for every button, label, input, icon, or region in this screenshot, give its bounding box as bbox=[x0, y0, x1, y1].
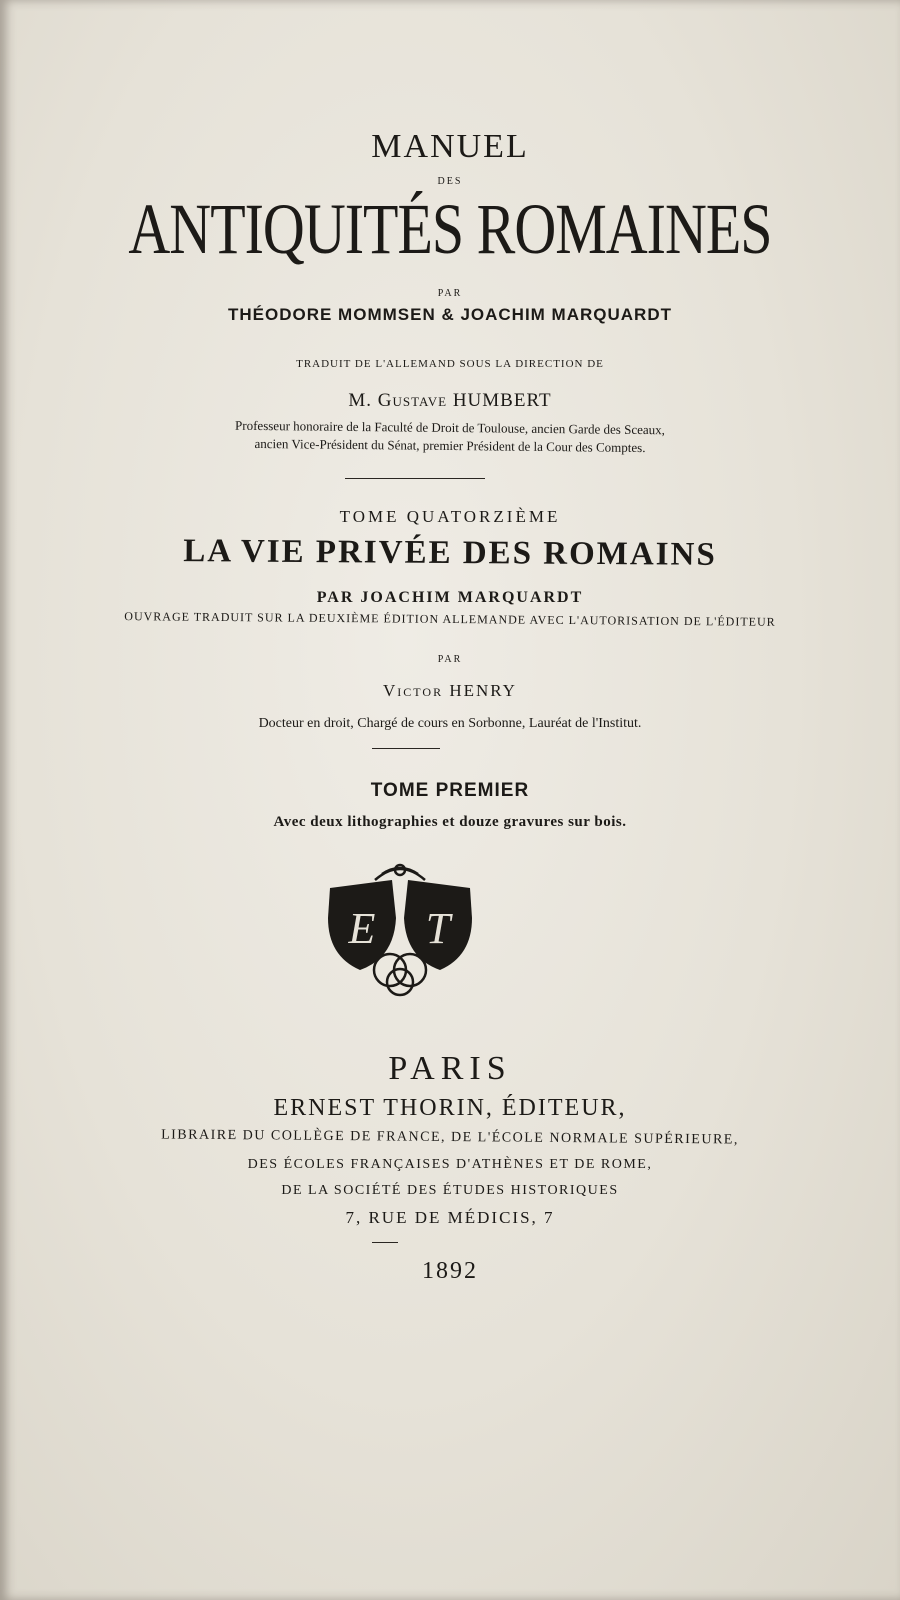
translator-first: Victor bbox=[383, 681, 444, 700]
volume-author: PAR JOACHIM MARQUARDT bbox=[316, 589, 584, 606]
imprint-address: 7, RUE DE MÉDICIS, 7 bbox=[345, 1208, 555, 1227]
series-des: DES bbox=[437, 176, 463, 187]
illustrations-note: Avec deux lithographies et douze gravures sur bois. bbox=[273, 814, 627, 830]
imprint-line-3: DE LA SOCIÉTÉ DES ÉTUDES HISTORIQUES bbox=[281, 1183, 619, 1198]
imprint-publisher: ERNEST THORIN, ÉDITEUR, bbox=[273, 1095, 627, 1121]
volume-title: LA VIE PRIVÉE DES ROMAINS bbox=[183, 533, 717, 573]
imprint-year: 1892 bbox=[422, 1258, 478, 1284]
series-title-main: ANTIQUITÉS ROMAINES bbox=[128, 187, 772, 270]
publisher-monogram-emblem-icon bbox=[320, 858, 480, 1003]
translator-last: HENRY bbox=[449, 681, 517, 700]
par-label: PAR bbox=[437, 288, 463, 299]
divider-rule-2 bbox=[372, 748, 440, 749]
translated-under: TRADUIT DE L'ALLEMAND SOUS LA DIRECTION DE bbox=[296, 358, 604, 370]
director bbox=[0, 390, 900, 412]
translator bbox=[0, 681, 900, 701]
divider-rule bbox=[345, 478, 485, 479]
volume-number: TOME QUATORZIÈME bbox=[339, 507, 561, 526]
tome-label: TOME PREMIER bbox=[370, 780, 530, 801]
series-title-top: MANUEL bbox=[371, 128, 529, 165]
director-prefix: M. Gustave bbox=[348, 390, 448, 411]
director-credentials-1: Professeur honoraire de la Faculté de Droit de Toulouse, ancien Garde des Sceaux, bbox=[235, 417, 666, 438]
director-name: HUMBERT bbox=[452, 390, 552, 411]
emblem-letter-left: E bbox=[348, 904, 376, 953]
par-label-2: PAR bbox=[437, 654, 463, 665]
imprint-line-2: DES ÉCOLES FRANÇAISES D'ATHÈNES ET DE ROME, bbox=[247, 1157, 653, 1172]
translation-note: OUVRAGE TRADUIT SUR LA DEUXIÈME ÉDITION ALLEMANDE AVEC L'AUTORISATION DE L'ÉDITEUR bbox=[124, 609, 776, 629]
imprint-city: PARIS bbox=[388, 1050, 512, 1087]
emblem-letter-right: T bbox=[425, 904, 451, 953]
director-credentials-2: ancien Vice-Président du Sénat, premier Président de la Cour des Comptes. bbox=[254, 435, 646, 456]
authors: THÉODORE MOMMSEN & JOACHIM MARQUARDT bbox=[228, 305, 672, 324]
divider-rule-3 bbox=[372, 1242, 398, 1243]
imprint-line-1: LIBRAIRE DU COLLÈGE DE FRANCE, DE L'ÉCOLE NORMALE SUPÉRIEURE, bbox=[161, 1127, 739, 1148]
translator-credentials: Docteur en droit, Chargé de cours en Sorbonne, Lauréat de l'Institut. bbox=[258, 716, 642, 731]
